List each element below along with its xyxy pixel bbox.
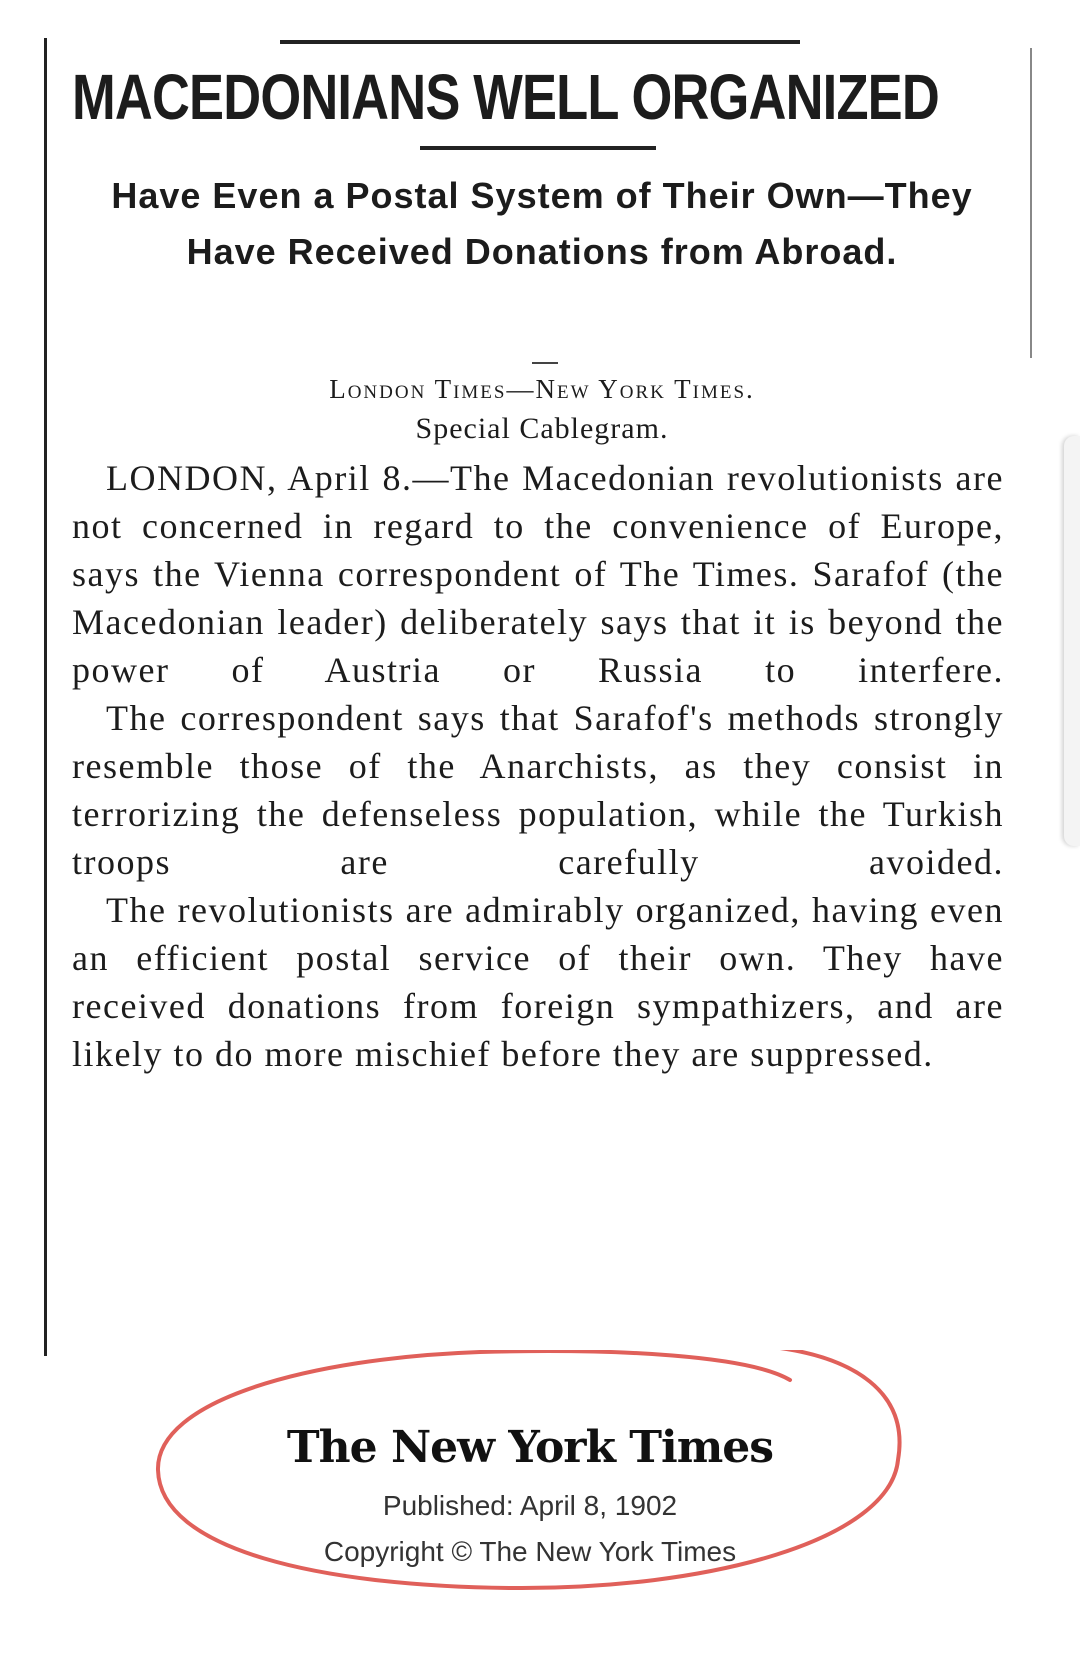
special-cablegram-line: Special Cablegram. xyxy=(415,412,669,445)
headline-rule xyxy=(420,146,656,150)
top-rule xyxy=(280,40,800,44)
headline: MACEDONIANS WELL ORGANIZED xyxy=(72,61,939,133)
paragraph-3: The revolutionists are admirably organized, having even an efficient postal service of their own. They have received donations from foreign sympathizers, and are likely to do more mischief before they are suppressed. xyxy=(72,890,1004,1074)
source-line: London Times—New York Times. xyxy=(329,374,755,404)
section-dash xyxy=(532,362,558,364)
left-column-rule xyxy=(44,38,47,1356)
article-body xyxy=(72,454,1004,1078)
right-column-rule xyxy=(1030,48,1032,358)
edge-panel-handle[interactable] xyxy=(1064,436,1080,846)
subheadline: Have Even a Postal System of Their Own—They Have Received Donations from Abroad. xyxy=(111,175,973,272)
copyright-notice: Copyright © The New York Times xyxy=(323,1536,737,1567)
paragraph-1: LONDON, April 8.—The Macedonian revolutionists are not concerned in regard to the convenience of Europe, says the Vienna correspondent of The Times. Sarafof (the Macedonian leader) deliberately says that it is beyond the power of Austria or Russia to interfere. xyxy=(72,458,1004,690)
paragraph-2: The correspondent says that Sarafof's methods strongly resemble those of the Anarchists, as they consist in terrorizing the defenseless population, while the Turkish troops are carefully avoided. xyxy=(72,698,1004,882)
nyt-masthead-logo: The New York Times xyxy=(286,1422,774,1473)
published-date: Published: April 8, 1902 xyxy=(382,1490,678,1521)
